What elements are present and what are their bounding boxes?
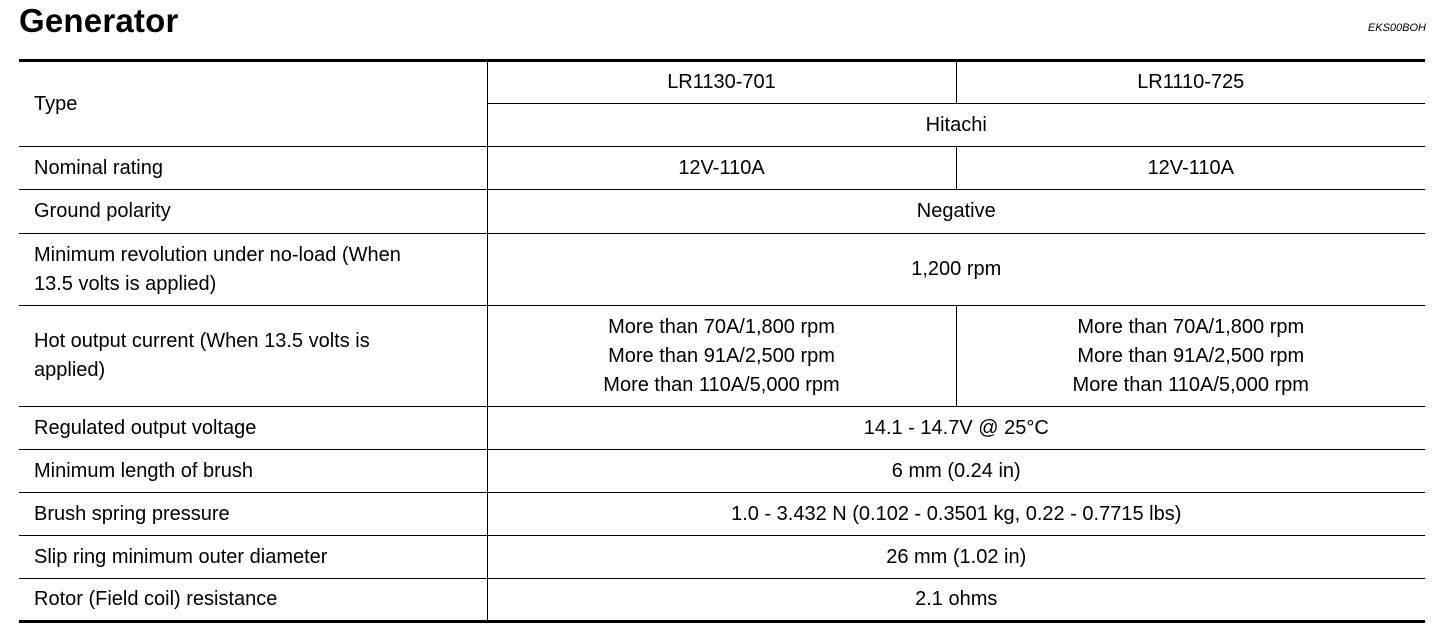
label-line: 13.5 volts is applied) bbox=[34, 272, 217, 295]
row-label-ground-polarity: Ground polarity bbox=[19, 190, 487, 234]
row-label-rotor-resistance: Rotor (Field coil) resistance bbox=[19, 579, 487, 622]
table-row bbox=[19, 579, 1425, 622]
regulated-voltage-value: 14.1 - 14.7V @ 25°C bbox=[863, 416, 1049, 439]
table-row bbox=[19, 234, 1425, 306]
nominal-rating-2: 12V-110A bbox=[1147, 156, 1234, 179]
table-row bbox=[19, 147, 1425, 190]
row-label-nominal-rating: Nominal rating bbox=[19, 147, 487, 190]
value-line: More than 110A/5,000 rpm bbox=[603, 373, 840, 396]
manufacturer-value: Hitachi bbox=[925, 113, 987, 136]
row-label-type: Type bbox=[19, 61, 487, 147]
row-label-brush-spring: Brush spring pressure bbox=[19, 493, 487, 536]
model-2: LR1110-725 bbox=[956, 61, 1425, 104]
ground-polarity-value: Negative bbox=[916, 200, 996, 222]
row-label-hot-output-current bbox=[19, 306, 487, 407]
nominal-rating-1: 12V-110A bbox=[487, 147, 956, 190]
table-row bbox=[19, 306, 1425, 407]
label-line: Hot output current (When 13.5 volts is bbox=[34, 330, 370, 352]
rotor-resistance-value: 2.1 ohms bbox=[915, 588, 998, 610]
value-line: More than 91A/2,500 rpm bbox=[1077, 344, 1305, 367]
document-code: EKS00BOH bbox=[1367, 22, 1426, 34]
value-line: More than 110A/5,000 rpm bbox=[1072, 373, 1309, 396]
table-row bbox=[19, 190, 1425, 234]
hot-output-current-2 bbox=[956, 306, 1425, 407]
row-label-min-revolution bbox=[19, 234, 487, 306]
table-row-type-models bbox=[19, 61, 1425, 104]
min-revolution-value: 1,200 rpm bbox=[911, 258, 1002, 280]
brush-spring-value: 1.0 - 3.432 N (0.102 - 0.3501 kg, 0.22 - 0.7715 lbs) bbox=[731, 502, 1182, 525]
table-row bbox=[19, 536, 1425, 579]
row-label-min-brush-length: Minimum length of brush bbox=[19, 450, 487, 493]
row-label-slip-ring: Slip ring minimum outer diameter bbox=[19, 536, 487, 579]
value-line: More than 70A/1,800 rpm bbox=[608, 315, 835, 338]
table-row bbox=[19, 450, 1425, 493]
min-brush-length-value: 6 mm (0.24 in) bbox=[891, 459, 1021, 482]
hot-output-current-1 bbox=[487, 306, 956, 407]
value-line: More than 70A/1,800 rpm bbox=[1077, 315, 1305, 338]
row-label-regulated-voltage: Regulated output voltage bbox=[19, 407, 487, 450]
label-line: Minimum revolution under no-load (When bbox=[34, 243, 401, 266]
value-line: More than 91A/2,500 rpm bbox=[608, 344, 835, 367]
table-row bbox=[19, 407, 1425, 450]
page-title: Generator bbox=[19, 2, 179, 39]
label-line: applied) bbox=[34, 359, 106, 381]
model-1: LR1130-701 bbox=[487, 61, 956, 104]
slip-ring-value: 26 mm (1.02 in) bbox=[886, 545, 1027, 568]
generator-spec-table bbox=[19, 59, 1425, 623]
table-row bbox=[19, 493, 1425, 536]
